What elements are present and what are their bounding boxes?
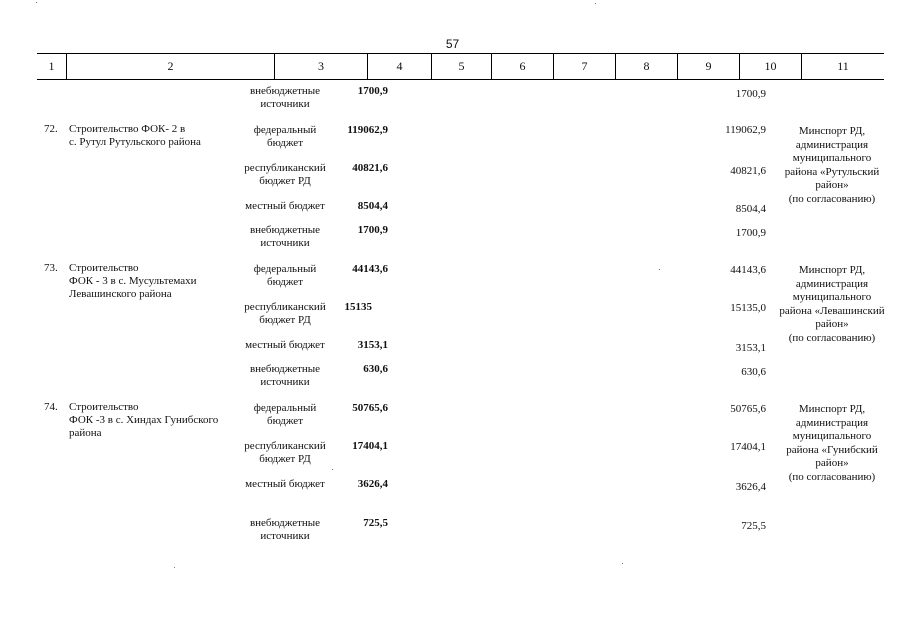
project-name: Строительство ФОК -3 в с. Хиндах Гунибского района xyxy=(69,401,219,439)
responsible-party: Минспорт РД, администрация муниципального района «Гунибский район» (по согласованию) xyxy=(786,403,878,483)
funding-total: 40821,6 xyxy=(352,162,388,174)
scan-speck xyxy=(174,567,175,568)
funding-col10: 1700,9 xyxy=(735,88,766,100)
scan-speck xyxy=(622,563,623,564)
table-header xyxy=(37,53,884,80)
funding-source: местный бюджет xyxy=(245,478,325,490)
funding-total: 1700,9 xyxy=(357,85,388,97)
col-header-3: 3 xyxy=(275,54,368,79)
funding-col10: 3153,1 xyxy=(735,342,766,354)
funding-col10: 15135,0 xyxy=(730,302,766,314)
funding-total: 3626,4 xyxy=(357,478,388,490)
project-number: 74. xyxy=(44,401,58,413)
funding-total: 3153,1 xyxy=(357,339,388,351)
funding-source: местный бюджет xyxy=(245,200,325,212)
project-number: 72. xyxy=(44,123,58,135)
funding-total: 119062,9 xyxy=(347,124,388,136)
col-header-10: 10 xyxy=(740,54,802,79)
col-header-4: 4 xyxy=(368,54,432,79)
funding-source: внебюджетные источники xyxy=(249,363,321,388)
col-header-1: 1 xyxy=(37,54,67,79)
funding-total: 630,6 xyxy=(363,363,388,375)
funding-source: республиканский бюджет РД xyxy=(244,162,326,187)
col-header-5: 5 xyxy=(432,54,492,79)
funding-col10: 725,5 xyxy=(741,520,766,532)
funding-total: 17404,1 xyxy=(352,440,388,452)
funding-source: федеральный бюджет xyxy=(253,263,317,288)
funding-source: внебюджетные источники xyxy=(249,224,321,249)
responsible-party: Минспорт РД, администрация муниципального района «Рутульский район» (по согласованию) xyxy=(784,125,880,205)
scan-speck xyxy=(332,469,333,470)
project-number: 73. xyxy=(44,262,58,274)
scan-speck xyxy=(36,2,37,3)
col-header-2: 2 xyxy=(67,54,275,79)
project-name: Строительство ФОК - 3 в с. Мусультемахи Левашинского района xyxy=(69,262,197,300)
col-header-6: 6 xyxy=(492,54,554,79)
funding-col10: 8504,4 xyxy=(735,203,766,215)
funding-total: 1700,9 xyxy=(357,224,388,236)
funding-col10: 17404,1 xyxy=(730,441,766,453)
funding-source: местный бюджет xyxy=(245,339,325,351)
funding-col10: 50765,6 xyxy=(730,403,766,415)
col-header-11: 11 xyxy=(837,59,849,73)
responsible-party: Минспорт РД, администрация муниципального района «Левашинский район» (по согласованию) xyxy=(779,264,885,344)
funding-total: 8504,4 xyxy=(357,200,388,212)
funding-col10: 1700,9 xyxy=(735,227,766,239)
funding-total: 50765,6 xyxy=(352,402,388,414)
funding-source: республиканский бюджет РД xyxy=(244,301,326,326)
funding-total: 44143,6 xyxy=(352,263,388,275)
funding-col10: 44143,6 xyxy=(730,264,766,276)
funding-source: внебюджетные источники xyxy=(249,85,321,110)
funding-col10: 119062,9 xyxy=(725,124,766,136)
project-name: Строительство ФОК- 2 в с. Рутул Рутульского района xyxy=(69,123,201,148)
funding-total: 15135 xyxy=(344,301,372,313)
col-header-7: 7 xyxy=(554,54,616,79)
col-header-8: 8 xyxy=(616,54,678,79)
funding-source: федеральный бюджет xyxy=(253,124,317,149)
funding-source: внебюджетные источники xyxy=(249,517,321,542)
scan-speck xyxy=(659,269,660,270)
page-number: 57 xyxy=(445,37,460,51)
funding-col10: 630,6 xyxy=(741,366,766,378)
funding-col10: 40821,6 xyxy=(730,165,766,177)
funding-source: федеральный бюджет xyxy=(253,402,317,427)
scan-speck xyxy=(595,3,596,4)
funding-col10: 3626,4 xyxy=(735,481,766,493)
funding-source: республиканский бюджет РД xyxy=(244,440,326,465)
funding-total: 725,5 xyxy=(363,517,388,529)
col-header-9: 9 xyxy=(678,54,740,79)
